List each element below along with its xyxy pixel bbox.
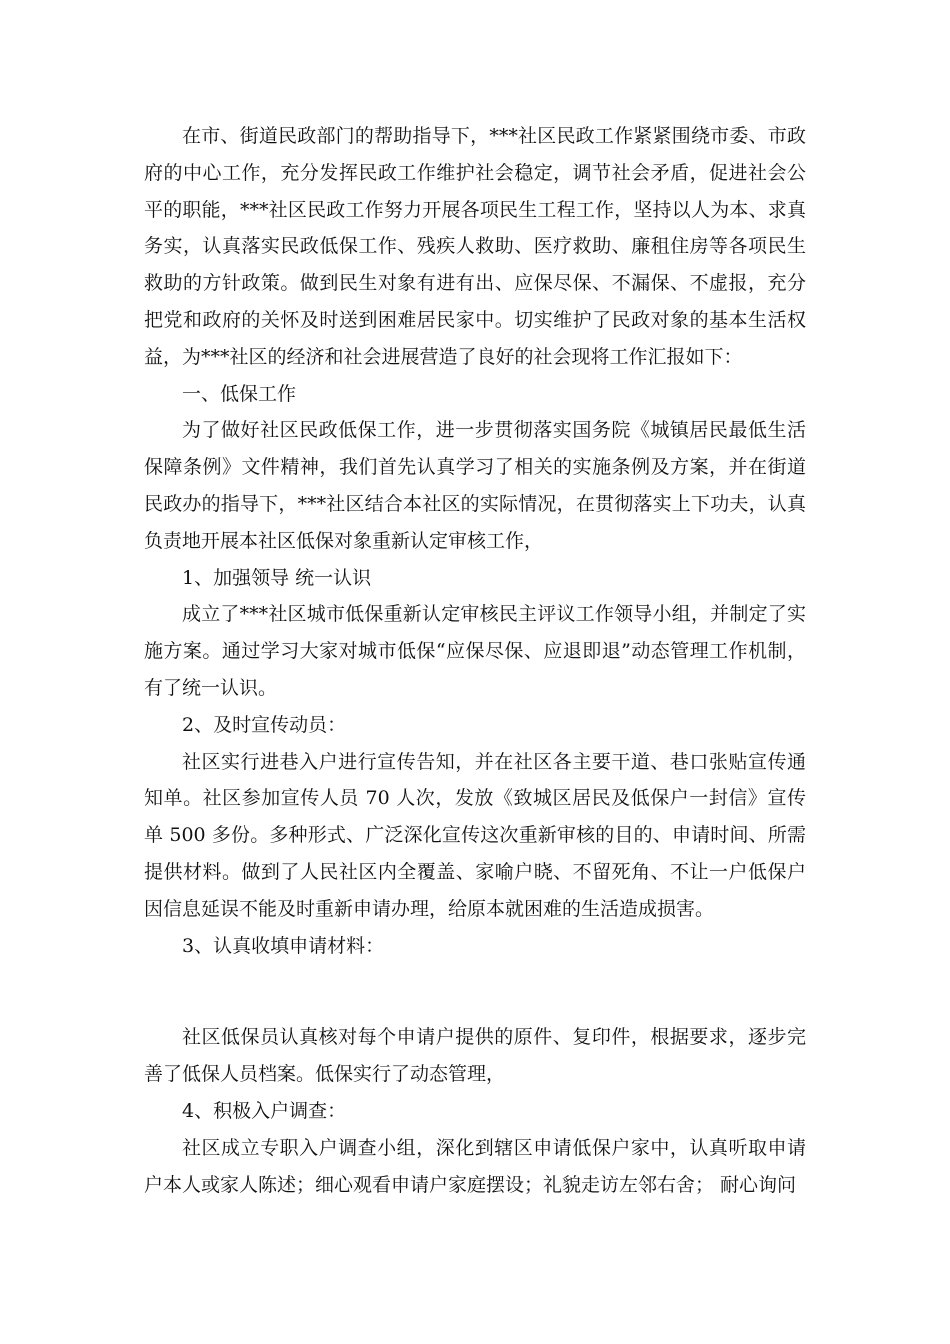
publicity-paragraph: 社区实行进巷入户进行宣传告知，并在社区各主要干道、巷口张贴宣传通知单。社区参加宣传人员 70 人次，发放《致城区居民及低保户一封信》宣传单 500 多份。多种形式、广泛深化宣传这次重新审核的目的、申请时间、所需提供材料。做到了人民社区内全覆盖、家喻户晓、不留死角、不让一户低保户因信息延误不能及时重新申请办理，给原本就困难的生活造成损害。 xyxy=(144,750,806,920)
subheading-leadership: 1、加强领导 统一认识 xyxy=(182,566,372,589)
subheading-household-survey: 4、积极入户调查： xyxy=(182,1099,347,1122)
intro-paragraph: 在市、街道民政部门的帮助指导下，***社区民政工作紧紧围绕市委、市政府的中心工作，充分发挥民政工作维护社会稳定，调节社会矛盾，促进社会公平的职能，***社区民政工作努力开展各项民生工程工作，坚持以人为本、求真务实，认真落实民政低保工作、残疾人救助、医疗救助、廉租住房等各项民生救助的方针政策。做到民生对象有进有出、应保尽保、不漏保、不虚报，充分把党和政府的关怀及时送到困难居民家中。切实维护了民政对象的基本生活权益，为***社区的经济和社会进展营造了良好的社会现将工作汇报如下： xyxy=(144,125,806,368)
subheading-application-materials: 3、认真收填申请材料： xyxy=(182,934,385,957)
section-heading-low-income: 一、低保工作 xyxy=(182,382,297,405)
household-survey-paragraph: 社区成立专职入户调查小组，深化到辖区申请低保户家中，认真听取申请户本人或家人陈述；细心观看申请户家庭摆设；礼貌走访左邻右舍； 耐心询问 xyxy=(144,1136,806,1196)
leadership-paragraph: 成立了***社区城市低保重新认定审核民主评议工作领导小组，并制定了实施方案。通过学习大家对城市低保“应保尽保、应退即退”动态管理工作机制，有了统一认识。 xyxy=(144,603,806,699)
subheading-publicity: 2、及时宣传动员： xyxy=(182,713,347,736)
low-income-paragraph: 为了做好社区民政低保工作，进一步贯彻落实国务院《城镇居民最低生活保障条例》文件精神，我们首先认真学习了相关的实施条例及方案，并在街道民政办的指导下，***社区结合本社区的实际情况，在贯彻落实上下功夫，认真负责地开展本社区低保对象重新认定审核工作， xyxy=(144,419,806,552)
document-body xyxy=(144,118,806,1203)
paragraph-gap xyxy=(144,964,806,1019)
application-materials-paragraph: 社区低保员认真核对每个申请户提供的原件、复印件，根据要求，逐步完善了低保人员档案。低保实行了动态管理， xyxy=(144,1026,806,1086)
